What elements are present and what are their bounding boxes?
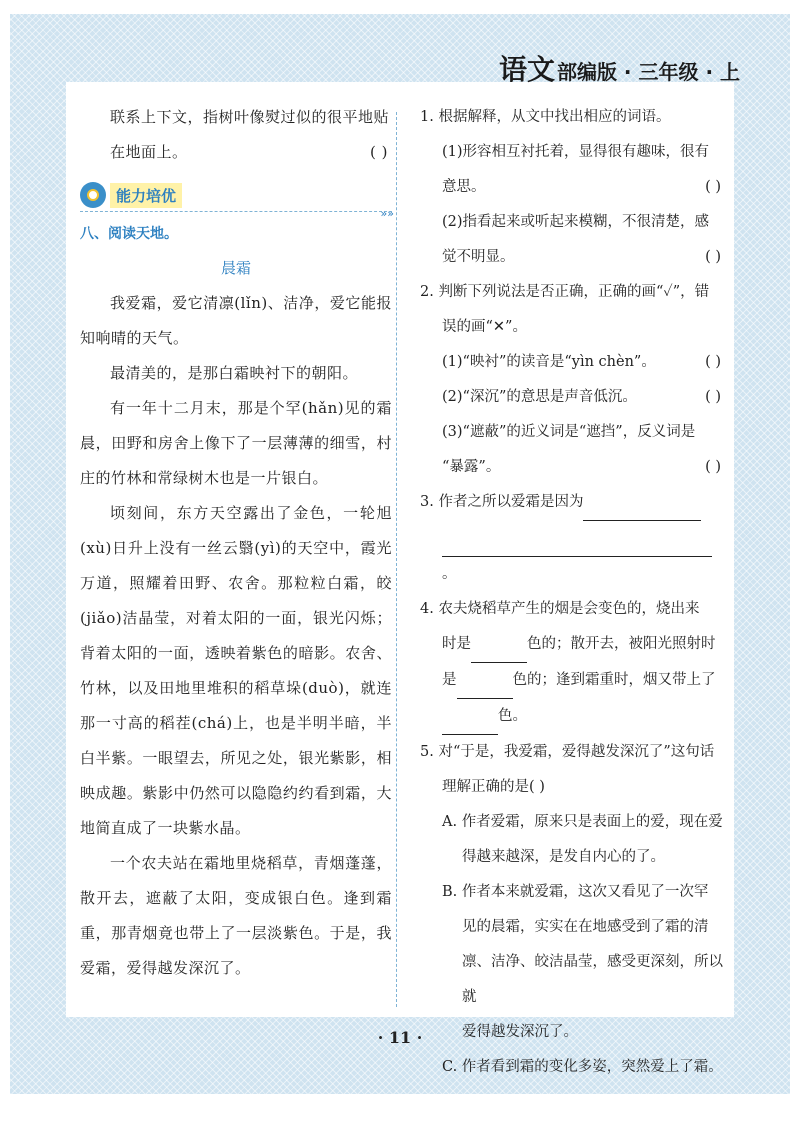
question-text: (1)“映衬”的读音是“yìn chèn”。 bbox=[442, 354, 656, 370]
question-1-2-cont bbox=[420, 240, 725, 275]
article-paragraph: 最清美的，是那白霜映衬下的朝阳。 bbox=[110, 364, 359, 382]
article-paragraph: 顷刻间，东方天空露出了金色，一轮旭(xù)日升上没有一丝云翳(yì)的天空中，霞光万道，照耀着田野、农舍。那粒粒白霜，皎(jiǎo)洁晶莹，对着太阳的一面，银光闪烁；背着太阳的一面，透映着紫色的暗影。农舍、竹林，以及田地里堆积的稻草垛(duò)，就连那一寸高的稻茬(chá)上，也是半明半暗，半白半紫。一眼望去，所见之处，银光紫影，相映成趣。紫影中仍然可以隐隐约约看到霜，大地简直成了一块紫水晶。 bbox=[80, 504, 392, 837]
question-2-cont: 误的画“✕”。 bbox=[442, 319, 527, 335]
answer-blank[interactable] bbox=[471, 627, 527, 663]
article-paragraph: 我爱霜，爱它清凛(lǐn)、洁净，爱它能报知响晴的天气。 bbox=[80, 294, 392, 347]
question-4-line4 bbox=[420, 699, 725, 735]
question-2: 2. 判断下列说法是否正确，正确的画“✓”，错 bbox=[420, 284, 710, 300]
answer-blank[interactable] bbox=[457, 663, 513, 699]
option-b-cont: 见的晨霜，实实在在地感受到了霜的清 bbox=[462, 919, 709, 935]
right-column bbox=[420, 100, 725, 1085]
question-2-3-cont bbox=[420, 450, 725, 485]
article-paragraph: 有一年十二月末，那是个罕(hǎn)见的霜晨，田野和房舍上像下了一层薄薄的细雪，村庄的竹林和常绿树木也是一片银白。 bbox=[80, 399, 392, 487]
question-5-cont: 理解正确的是( ) bbox=[442, 779, 545, 795]
answer-paren[interactable]: ( ) bbox=[705, 354, 721, 370]
left-column bbox=[80, 100, 392, 986]
question-2-3: (3)“遮蔽”的近义词是“遮挡”，反义词是 bbox=[442, 424, 696, 440]
option-b-cont: 爱得越发深沉了。 bbox=[462, 1024, 578, 1040]
question-text: 3. 作者之所以爱霜是因为 bbox=[420, 494, 584, 510]
option-c[interactable]: C. 作者看到霜的变化多姿，突然爱上了霜。 bbox=[442, 1059, 723, 1075]
question-text: 色的；散开去，被阳光照射时 bbox=[527, 636, 716, 652]
header-subject: 语文 bbox=[498, 53, 555, 86]
intro-line bbox=[80, 135, 392, 170]
option-a[interactable]: A. 作者爱霜，原来只是表面上的爱，现在爱 bbox=[442, 814, 723, 830]
answer-paren[interactable]: ( ) bbox=[705, 389, 721, 405]
answer-paren[interactable]: ( ) bbox=[705, 459, 721, 475]
question-1: 1. 根据解释，从文中找出相应的词语。 bbox=[420, 109, 671, 125]
question-text: 色的；逢到霜重时，烟又带上了 bbox=[512, 672, 716, 688]
section-title: 能力培优 bbox=[110, 183, 182, 208]
question-text: 意思。 bbox=[442, 179, 486, 195]
article-paragraph: 一个农夫站在霜地里烧稻草，青烟蓬蓬，散开去，遮蔽了太阳，变成银白色。逢到霜重，那青烟竟也带上了一层淡紫色。于是，我爱霜，爱得越发深沉了。 bbox=[80, 854, 392, 977]
answer-blank[interactable] bbox=[442, 699, 498, 735]
question-4: 4. 农夫烧稻草产生的烟是会变色的，烧出来 bbox=[420, 601, 700, 617]
question-1-1-cont bbox=[420, 170, 725, 205]
question-text: 色。 bbox=[498, 708, 527, 724]
divider bbox=[80, 211, 392, 212]
question-3-cont bbox=[420, 521, 725, 592]
answer-blank[interactable] bbox=[583, 485, 701, 521]
option-b-cont: 凛、洁净、皎洁晶莹，感受更深刻，所以就 bbox=[462, 954, 723, 1005]
exercise-heading: 八、阅读天地。 bbox=[80, 226, 178, 242]
question-4-line2 bbox=[420, 627, 725, 663]
question-4-line3 bbox=[420, 663, 725, 699]
question-2-1 bbox=[420, 345, 725, 380]
intro-text: 在地面上。 bbox=[110, 143, 188, 161]
question-text: 。 bbox=[442, 566, 457, 582]
option-a-cont: 得越来越深，是发自内心的了。 bbox=[462, 849, 665, 865]
book-header bbox=[498, 48, 740, 86]
question-text: 觉不明显。 bbox=[442, 249, 515, 265]
question-text: “暴露”。 bbox=[442, 459, 501, 475]
column-divider bbox=[396, 112, 397, 1007]
answer-paren[interactable]: ( ) bbox=[705, 249, 721, 265]
medal-icon bbox=[80, 182, 106, 208]
question-text: 是 bbox=[442, 672, 457, 688]
question-2-2 bbox=[420, 380, 725, 415]
answer-paren[interactable]: ( ) bbox=[705, 179, 721, 195]
section-header bbox=[80, 178, 394, 220]
header-edition: 部编版 · 三年级 · 上 bbox=[556, 60, 740, 84]
intro-line: 联系上下文，指树叶像熨过似的很平地贴 bbox=[110, 108, 390, 126]
question-5: 5. 对“于是，我爱霜，爱得越发深沉了”这句话 bbox=[420, 744, 715, 760]
article-title: 晨霜 bbox=[220, 259, 251, 277]
answer-paren: ( ) bbox=[370, 143, 388, 161]
question-1-2: (2)指看起来或听起来模糊，不很清楚，感 bbox=[442, 214, 710, 230]
arrow-right-icon: »» bbox=[380, 207, 394, 220]
page-number: · 11 · bbox=[377, 1028, 423, 1047]
question-text: 时是 bbox=[442, 636, 471, 652]
question-1-1: (1)形容相互衬托着，显得很有趣味，很有 bbox=[442, 144, 710, 160]
question-text: (2)“深沉”的意思是声音低沉。 bbox=[442, 389, 637, 405]
answer-blank[interactable] bbox=[442, 521, 712, 557]
option-b[interactable]: B. 作者本来就爱霜，这次又看见了一次罕 bbox=[442, 884, 709, 900]
question-3 bbox=[420, 485, 725, 521]
